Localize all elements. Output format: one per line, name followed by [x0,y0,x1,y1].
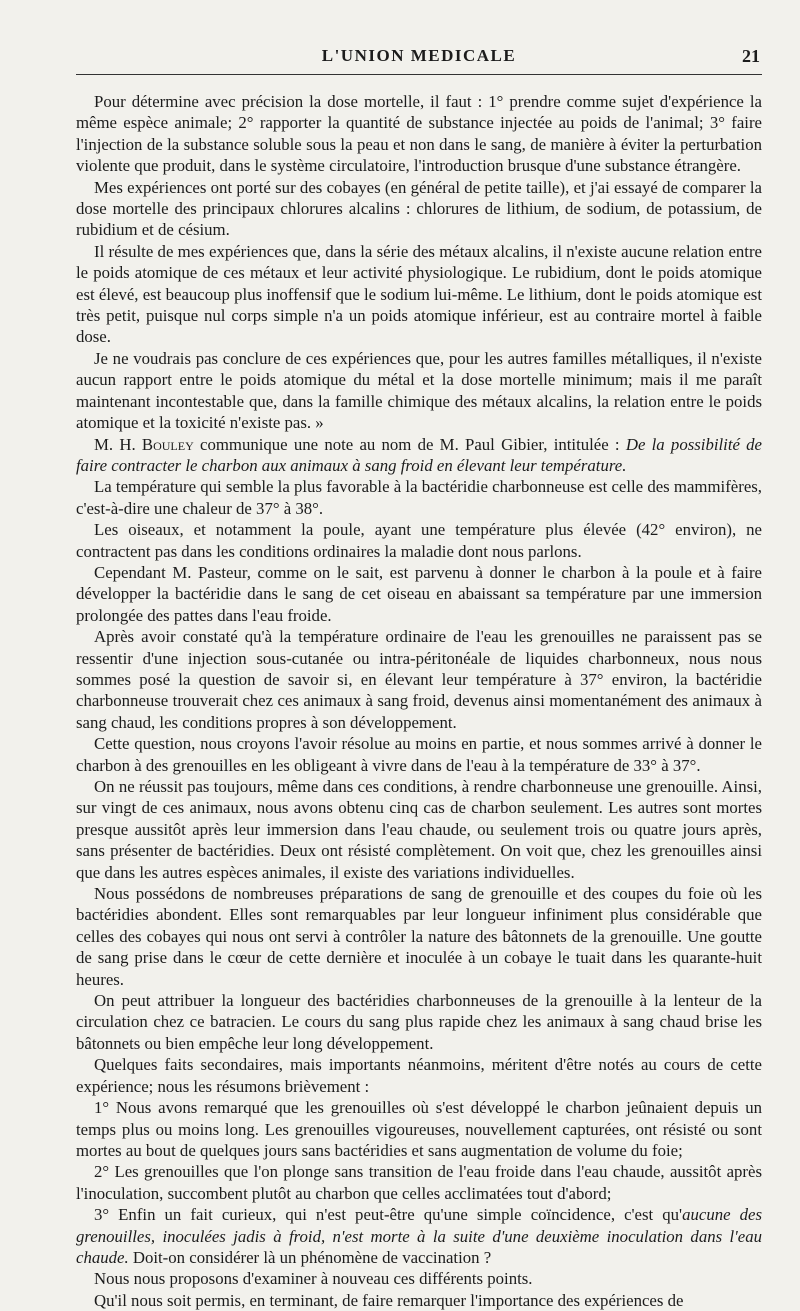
paragraph-communication [76,434,762,477]
paragraph-lead: 3° Enfin un fait curieux, qui n'est peut-être qu'une simple coïncidence, c'est qu' [94,1205,683,1225]
note-title: De la possibilité de faire contracter le charbon aux animaux à sang froid en élevant leur température. [76,434,763,475]
page-header [76,44,762,75]
paragraph: La température qui semble la plus favorable à la bactéridie charbonneuse est celle des mammifères, c'est-à-dire une chaleur de 37° à 38°. [76,477,762,518]
communication-lead: M. H. [94,434,142,454]
communication-intro: communique une note au nom de M. Paul Gibier, intitulée : [193,434,626,454]
paragraph: On ne réussit pas toujours, même dans ces conditions, à rendre charbonneuse une grenouille. Ainsi, sur vingt de ces animaux, nous avons obtenu cinq cas de charbon seulement. Les autres sont mortes presque aussitôt après leur immersion dans l'eau chaude, ou seulement trois ou quatre jours après, sans présenter de bactéridies. Deux ont résisté complètement. On voit que, chez les grenouilles ainsi que dans les autres espèces animales, il existe des variations individuelles. [76,777,762,882]
paragraph: Après avoir constaté qu'à la température ordinaire de l'eau les grenouilles ne paraissent pas se ressentir d'une injection sous-cutanée ou intra-péritonéale de liquides charbonneux, nous nous sommes posé la question de savoir si, en élevant leur température à 37° environ, la bactéridie charbonneuse trouverait chez ces animaux à sang froid, devenus ainsi momentanément des animaux à sang chaud, les conditions propres à son développement. [76,627,762,732]
paragraph [76,1204,762,1268]
page-number: 21 [742,46,760,66]
paragraph: On peut attribuer la longueur des bactéridies charbonneuses de la grenouille à la lenteur de la circulation chez ce batracien. Le cours du sang plus rapide chez les animaux à sang chaud brise les bâtonnets ou bien empêche leur long développement. [76,991,762,1053]
paragraph: Nous possédons de nombreuses préparations de sang de grenouille et des coupes du foie où les bactéridies abondent. Elles sont remarquables par leur longueur infiniment plus considérable que celles des cobayes qui nous ont servi à contrôler la nature des bâtonnets de la grenouille. Une goutte de sang prise dans le cœur de cette dernière et inoculée à un cobaye le tuait dans les quarante-huit heures. [76,884,762,989]
paragraph: Qu'il nous soit permis, en terminant, de faire remarquer l'importance des expériences de [94,1290,684,1310]
paragraph-tail: Doit-on considérer là un phénomène de vaccination ? [128,1247,492,1267]
paragraph: Quelques faits secondaires, mais importants néanmoins, méritent d'être notés au cours de cette expérience; nous les résumons brièvement : [76,1055,762,1096]
paragraph: Les oiseaux, et notamment la poule, ayant une température plus élevée (42° environ), ne contractent pas dans les conditions ordinaires la maladie dont nous parlons. [76,520,762,561]
paragraph: Cependant M. Pasteur, comme on le sait, est parvenu à donner le charbon à la poule et à faire développer la bactéridie dans le sang de cet oiseau en abaissant sa température par une immersion prolongée des pattes dans l'eau froide. [76,562,762,625]
article-body [76,91,762,1311]
paragraph: 2° Les grenouilles que l'on plonge sans transition de l'eau froide dans l'eau chaude, aussitôt après l'inoculation, succombent plutôt au charbon que celles acclimatées tout d'abord; [76,1162,762,1203]
paragraph: Je ne voudrais pas conclure de ces expériences que, pour les autres familles métalliques, il n'existe aucun rapport entre le poids atomique du métal et la dose mortelle minimum; mais il me paraît maintenant incontestable que, dans la famille chimique des métaux alcalins, la relation entre le poids atomique et la toxicité n'existe pas. » [76,348,762,433]
paragraph: Nous nous proposons d'examiner à nouveau ces différents points. [94,1269,533,1289]
paragraph-italic: aucune des grenouilles, inoculées jadis à froid, n'est morte à la suite d'une deuxième inoculation dans l'eau chaude. [76,1205,762,1267]
paragraph: 1° Nous avons remarqué que les grenouilles où s'est développé le charbon jeûnaient depuis un temps plus ou moins long. Les grenouilles vigoureuses, nouvellement capturées, ont résisté ou sont mortes au bout de quelques jours sans bactéridies et sans augmentation de volume du foie; [76,1098,762,1160]
paragraph: Cette question, nous croyons l'avoir résolue au moins en partie, et nous sommes arrivé à donner le charbon à des grenouilles en les obligeant à vivre dans de l'eau à la température de 33° à 37°. [76,734,762,775]
author-name: Bouley [141,434,194,454]
paragraph: Il résulte de mes expériences que, dans la série des métaux alcalins, il n'existe aucune relation entre le poids atomique de ces métaux et leur activité physiologique. Le rubidium, dont le poids atomique est élevé, est beaucoup plus inoffensif que le sodium lui-même. Le lithium, dont le poids atomique est très petit, puisque nul corps simple n'a un poids atomique inférieur, est au contraire mortel à faible dose. [76,241,762,347]
paragraph: Pour détermine avec précision la dose mortelle, il faut : 1° prendre comme sujet d'expérience la même espèce animale; 2° rapporter la quantité de substance injectée au poids de l'animal; 3° faire l'injection de la substance soluble sous la peau et non dans le sang, de manière à éviter la perturbation violente que produit, dans le système circulatoire, l'introduction brusque d'une substance étrangère. [76,92,762,176]
running-title: L'UNION MEDICALE [321,46,517,65]
paragraph: Mes expériences ont porté sur des cobayes (en général de petite taille), et j'ai essayé de comparer la dose mortelle des principaux chlorures alcalins : chlorures de lithium, de sodium, de potassium, de rubidium et de césium. [76,177,762,240]
